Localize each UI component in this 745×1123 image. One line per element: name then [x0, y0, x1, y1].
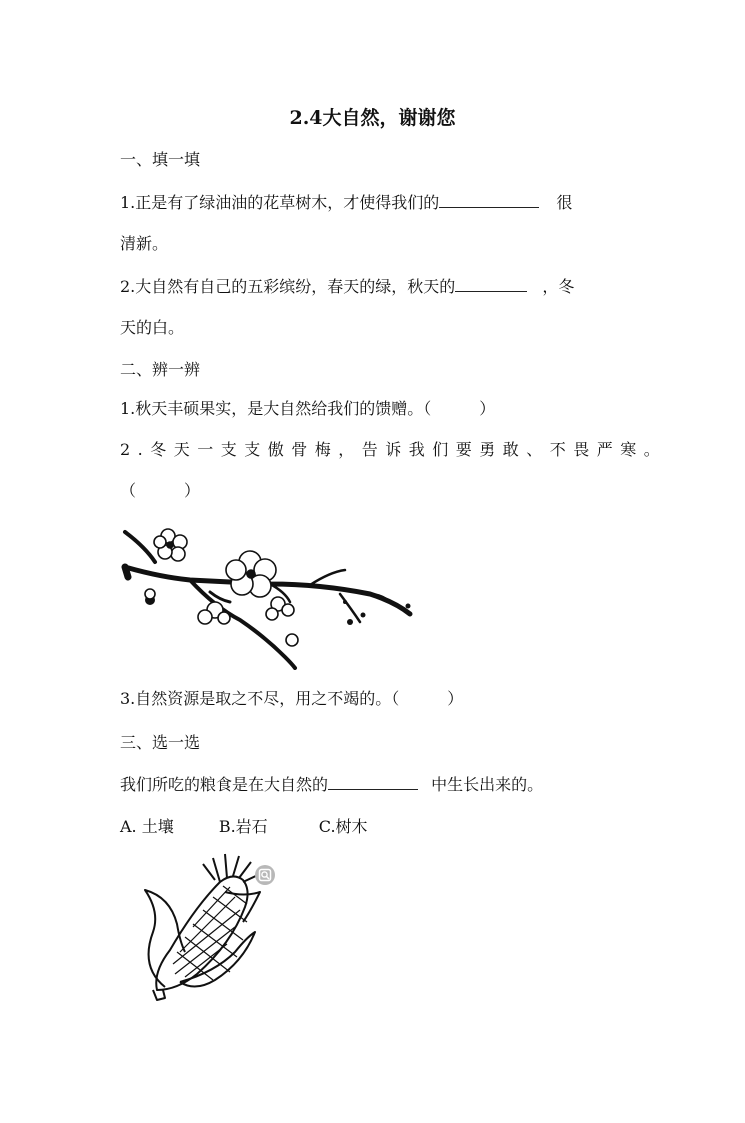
fill-q2-after: ，冬: [542, 277, 575, 296]
judge-q2-paren: （ ）: [120, 481, 201, 500]
fill-question-1: [120, 192, 572, 213]
fill-q1-after: 很: [556, 193, 573, 212]
answer-blank[interactable]: [439, 192, 539, 208]
judge-question-2: 2.冬天一支支傲骨梅，告诉我们要勇敢、不畏严寒。: [120, 440, 668, 459]
judge-question-3: 3.自然资源是取之不尽，用之不竭的。（ ）: [120, 689, 464, 708]
option-a[interactable]: A. 土壤: [120, 817, 174, 836]
section-heading-fill: 一、填一填: [120, 150, 201, 169]
choose-question: [120, 774, 543, 795]
plum-blossom-image: [120, 522, 415, 670]
option-b[interactable]: B.岩石: [218, 817, 268, 836]
section-heading-judge: 二、辨一辨: [120, 360, 201, 379]
fill-q2-continuation: 天的白。: [120, 318, 185, 337]
choose-q-after: 中生长出来的。: [431, 775, 544, 794]
image-search-icon[interactable]: [254, 864, 276, 886]
option-c[interactable]: C.树木: [318, 817, 368, 836]
answer-blank[interactable]: [328, 774, 418, 790]
page-title: 2.4大自然，谢谢您: [289, 107, 456, 129]
fill-q1-text: 1.正是有了绿油油的花草树木，才使得我们的: [120, 193, 440, 212]
fill-q2-text: 2.大自然有自己的五彩缤纷，春天的绿，秋天的: [120, 277, 456, 296]
section-heading-choose: 三、选一选: [120, 733, 201, 752]
choose-q-text: 我们所吃的粮食是在大自然的: [120, 775, 329, 794]
choose-options: [120, 817, 368, 837]
fill-q1-continuation: 清新。: [120, 234, 169, 253]
answer-blank[interactable]: [455, 276, 527, 292]
fill-question-2: [120, 276, 574, 297]
judge-question-1: 1.秋天丰硕果实，是大自然给我们的馈赠。（ ）: [120, 399, 496, 418]
